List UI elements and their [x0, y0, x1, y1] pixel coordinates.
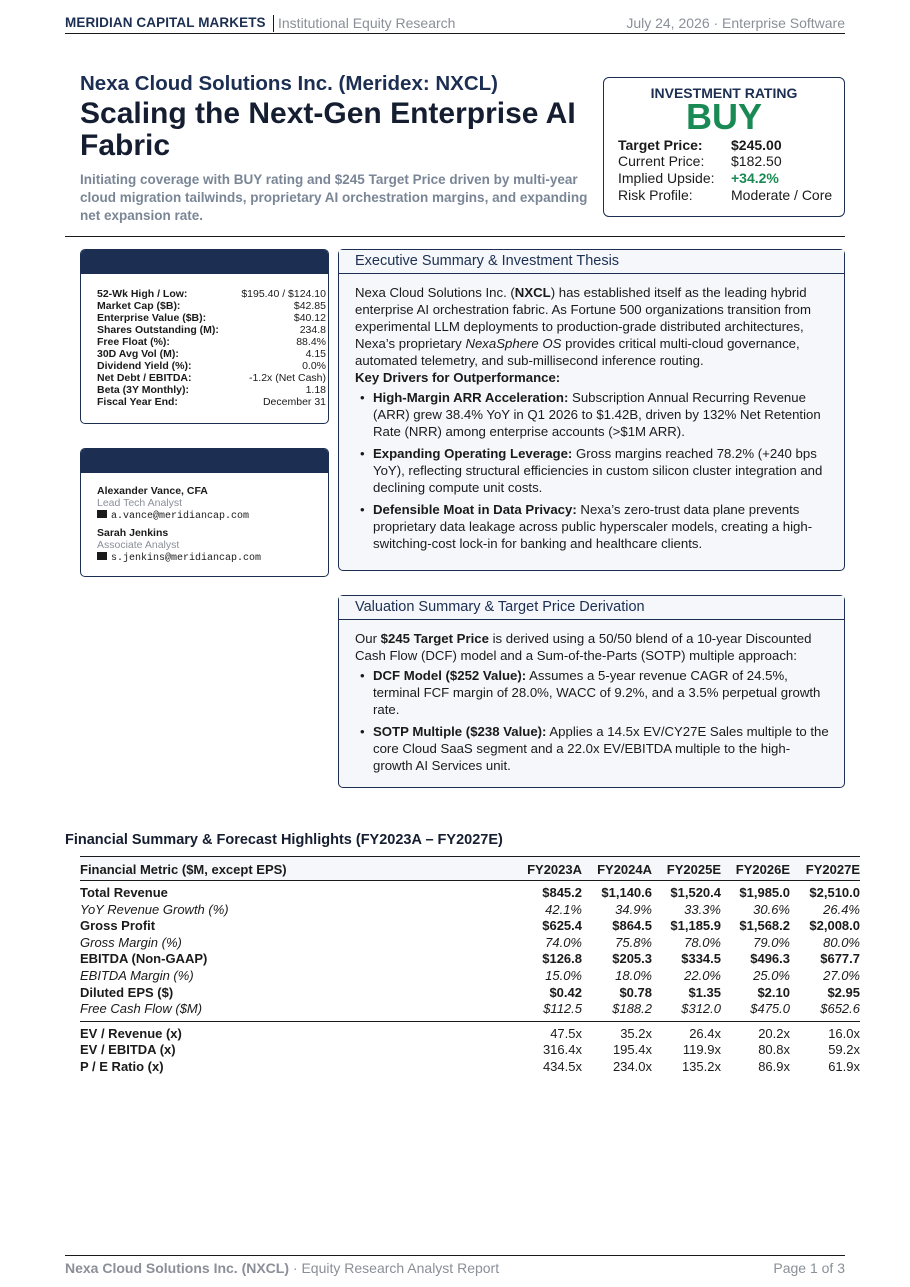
- table-row: [80, 1001, 860, 1018]
- table-cell: 59.2x: [828, 1042, 860, 1058]
- financial-table: [80, 856, 860, 1076]
- table-row: [80, 985, 860, 1002]
- key-drivers-heading: Key Drivers for Outperformance:: [355, 370, 561, 385]
- table-cell: $1,140.6: [601, 885, 652, 900]
- text-run: Nexa Cloud Solutions Inc. (: [355, 285, 515, 300]
- report-subheadline: Initiating coverage with BUY rating and $245 Target Price driven by multi-year cloud migration tailwinds, proprietary AI orchestration margins, and expanding net expansion rate.: [80, 172, 588, 223]
- row-label: Diluted EPS ($): [80, 984, 174, 1000]
- analyst-card: [80, 448, 329, 577]
- table-row: [80, 885, 860, 902]
- stat-row: [97, 324, 326, 336]
- target-price-emphasis: $245 Target Price: [380, 631, 489, 646]
- table-cell: $1,520.4: [670, 885, 721, 900]
- table-cell: 195.4x: [612, 1042, 652, 1058]
- executive-summary-section: [338, 249, 845, 571]
- title-divider: [65, 236, 845, 237]
- table-separator: [80, 1021, 860, 1022]
- table-cell: 30.6%: [753, 901, 790, 917]
- table-cell: 78.0%: [684, 934, 721, 950]
- table-cell: 119.9x: [682, 1042, 721, 1058]
- stat-value: 234.8: [299, 324, 326, 336]
- table-cell: $0.42: [549, 984, 582, 1000]
- stat-value: $195.40 / $124.10: [241, 288, 326, 300]
- stat-value: December 31: [262, 396, 326, 408]
- table-cell: $1.35: [688, 984, 721, 1000]
- target-price-row: [618, 137, 782, 153]
- page-number: Page 1 of 3: [773, 1260, 845, 1276]
- table-cell: $126.8: [542, 951, 582, 967]
- report-headline: Scaling the Next-Gen Enterprise AI Fabric: [80, 97, 576, 162]
- risk-profile-row: [618, 187, 833, 203]
- table-cell: 434.5x: [542, 1058, 582, 1074]
- table-cell: $2,008.0: [809, 918, 860, 934]
- implied-upside-value: +34.2%: [731, 170, 779, 186]
- analyst-entry: [97, 485, 249, 522]
- market-data-card-header: [81, 250, 328, 274]
- row-label: Gross Margin (%): [80, 934, 182, 950]
- column-header: Financial Metric ($M, except EPS): [80, 862, 287, 877]
- brand-divider: [273, 15, 274, 32]
- table-cell: $1,568.2: [739, 918, 790, 934]
- risk-profile-label: Risk Profile:: [618, 187, 693, 203]
- valuation-paragraph: [355, 630, 829, 664]
- driver-heading: Expanding Operating Leverage:: [373, 446, 573, 461]
- table-header-row: [80, 856, 860, 881]
- stat-row: [97, 336, 326, 348]
- row-label: P / E Ratio (x): [80, 1058, 164, 1074]
- row-label: Free Cash Flow ($M): [80, 1001, 203, 1017]
- market-data-card: [80, 249, 329, 424]
- table-cell: 26.4%: [823, 901, 860, 917]
- analyst-email-line[interactable]: [97, 509, 249, 522]
- brand-name: MERIDIAN CAPITAL MARKETS: [65, 15, 266, 30]
- valuation-section: [338, 595, 845, 788]
- table-row: [80, 1059, 860, 1076]
- valuation-list: [355, 667, 829, 774]
- table-cell: $0.78: [619, 984, 652, 1000]
- stat-row: [97, 384, 326, 396]
- text-run: provides critical multi-cloud governance, automated telemetry, and sub-millisecond inference routing.: [355, 336, 800, 368]
- table-row: [80, 935, 860, 952]
- target-price-value: $245.00: [731, 137, 782, 153]
- text-run: ) has established itself as the leading hybrid enterprise AI orchestration fabric. As Fortune 500 organizations transition from experimental LLM deployments to production-grade distributed architectures, Nexa’s proprietary: [355, 285, 811, 351]
- stat-value: 0.0%: [302, 360, 326, 372]
- table-cell: 16.0x: [828, 1025, 860, 1041]
- current-price-row: [618, 153, 782, 169]
- column-header: FY2027E: [805, 862, 860, 877]
- stat-label: Enterprise Value ($B):: [97, 312, 207, 324]
- table-cell: $475.0: [750, 1001, 790, 1017]
- table-cell: 234.0x: [612, 1058, 652, 1074]
- table-cell: 316.4x: [542, 1042, 582, 1058]
- implied-upside-row: [618, 170, 779, 186]
- stat-label: 52-Wk High / Low:: [97, 288, 188, 300]
- table-cell: 80.8x: [758, 1042, 790, 1058]
- driver-text: Subscription Annual Recurring Revenue (ARR) grew 38.4% YoY in Q1 2026 to $1.42B, driven by 132% Net Retention Rate (NRR) among enterprise accounts (>$1M ARR).: [373, 390, 821, 439]
- column-header: FY2024A: [597, 862, 652, 877]
- analyst-role: Associate Analyst: [97, 539, 180, 551]
- product-name: NexaSphere OS: [465, 336, 562, 351]
- valuation-item-heading: SOTP Multiple ($238 Value):: [373, 724, 547, 739]
- row-label: YoY Revenue Growth (%): [80, 901, 229, 917]
- driver-item: [355, 501, 829, 552]
- valuation-item: [355, 667, 829, 718]
- stat-row: [97, 360, 326, 372]
- valuation-item-text: Assumes a 5-year revenue CAGR of 24.5%, terminal FCF margin of 28.0%, WACC of 9.2%, and a 3.5% perpetual growth rate.: [373, 668, 821, 717]
- stat-value: $40.12: [293, 312, 326, 324]
- valuation-item-heading: DCF Model ($252 Value):: [373, 668, 527, 683]
- table-cell: 27.0%: [823, 967, 860, 983]
- ticker: NXCL: [514, 285, 551, 300]
- multiple-rows: [80, 1026, 860, 1076]
- valuation-body: [355, 630, 829, 779]
- table-row: [80, 1042, 860, 1059]
- driver-item: [355, 389, 829, 440]
- table-row: [80, 918, 860, 935]
- company-title: Nexa Cloud Solutions Inc. (Meridex: NXCL): [80, 72, 499, 95]
- table-cell: 25.0%: [753, 967, 790, 983]
- executive-summary-paragraph: [355, 284, 829, 369]
- stat-row: [97, 288, 326, 300]
- analyst-name: Alexander Vance, CFA: [97, 485, 208, 497]
- rating-title: INVESTMENT RATING: [650, 85, 798, 101]
- analyst-email-line[interactable]: [97, 551, 261, 564]
- column-header: FY2023A: [527, 862, 582, 877]
- table-cell: 22.0%: [684, 967, 721, 983]
- table-cell: $1,985.0: [739, 885, 790, 900]
- table-cell: $625.4: [542, 918, 582, 934]
- report-header: [65, 14, 845, 34]
- analyst-email[interactable]: s.jenkins@meridiancap.com: [111, 553, 262, 564]
- key-drivers-list: [355, 389, 829, 552]
- stat-value: $42.85: [293, 300, 326, 312]
- table-cell: $845.2: [542, 885, 582, 900]
- envelope-icon: [97, 552, 107, 560]
- brand-subtitle: Institutional Equity Research: [278, 15, 456, 31]
- report-footer: [65, 1255, 845, 1277]
- analyst-role: Lead Tech Analyst: [97, 497, 183, 509]
- table-cell: 18.0%: [615, 967, 652, 983]
- envelope-icon: [97, 510, 107, 518]
- footer-report-type: · Equity Research Analyst Report: [289, 1260, 500, 1276]
- table-cell: $112.5: [543, 1001, 582, 1017]
- risk-profile-value: Moderate / Core: [731, 187, 833, 203]
- table-cell: 42.1%: [545, 901, 582, 917]
- table-cell: $496.3: [750, 951, 790, 967]
- rating-value: BUY: [685, 96, 762, 137]
- table-cell: 86.9x: [758, 1058, 790, 1074]
- row-label: EV / EBITDA (x): [80, 1042, 176, 1058]
- stat-label: 30D Avg Vol (M):: [97, 348, 179, 360]
- investment-rating-box: [603, 77, 845, 217]
- analyst-card-header: [81, 449, 328, 473]
- valuation-title: Valuation Summary & Target Price Derivation: [339, 596, 844, 620]
- table-cell: $677.7: [820, 951, 860, 967]
- executive-summary-title: Executive Summary & Investment Thesis: [339, 250, 844, 274]
- table-cell: $652.6: [820, 1001, 860, 1017]
- table-cell: $1,185.9: [670, 918, 721, 934]
- current-price-value: $182.50: [731, 153, 782, 169]
- stat-row: [97, 348, 326, 360]
- table-row: [80, 1026, 860, 1043]
- table-cell: 79.0%: [753, 934, 790, 950]
- stat-label: Net Debt / EBITDA:: [97, 372, 192, 384]
- row-label: Gross Profit: [80, 918, 156, 934]
- stat-row: [97, 396, 326, 408]
- text-run: is derived using a 50/50 blend of a 10-year Discounted Cash Flow (DCF) model and a Sum-of-the-Parts (SOTP) multiple approach:: [355, 631, 812, 663]
- footer-company: Nexa Cloud Solutions Inc. (NXCL): [65, 1260, 290, 1276]
- table-cell: $312.0: [681, 1001, 721, 1017]
- table-cell: 135.2x: [681, 1058, 721, 1074]
- stat-row: [97, 300, 326, 312]
- stat-row: [97, 312, 326, 324]
- table-cell: $2.10: [757, 984, 790, 1000]
- table-cell: 80.0%: [823, 934, 860, 950]
- row-label: Total Revenue: [80, 885, 168, 900]
- table-row: [80, 951, 860, 968]
- stat-value: 88.4%: [296, 336, 326, 348]
- stat-label: Shares Outstanding (M):: [97, 324, 219, 336]
- stat-label: Beta (3Y Monthly):: [97, 384, 189, 396]
- table-cell: $2.95: [827, 984, 860, 1000]
- column-header: FY2025E: [666, 862, 721, 877]
- table-cell: $2,510.0: [809, 885, 860, 900]
- analyst-email[interactable]: a.vance@meridiancap.com: [111, 511, 250, 522]
- table-row: [80, 902, 860, 919]
- stat-value: 1.18: [305, 384, 326, 396]
- footer-left: [65, 1260, 499, 1276]
- executive-summary-body: [355, 284, 829, 557]
- stat-value: 4.15: [305, 348, 326, 360]
- stat-label: Market Cap ($B):: [97, 300, 181, 312]
- stat-row: [97, 372, 326, 384]
- report-date-sector: July 24, 2026 · Enterprise Software: [626, 15, 845, 31]
- table-cell: 34.9%: [615, 901, 652, 917]
- row-label: EV / Revenue (x): [80, 1025, 182, 1041]
- table-cell: $205.3: [612, 951, 652, 967]
- valuation-item-text: Applies a 14.5x EV/CY27E Sales multiple to the core Cloud SaaS segment and a 22.0x EV/EBITDA multiple to the high-growth AI Services unit.: [373, 724, 829, 773]
- table-row: [80, 968, 860, 985]
- table-cell: 33.3%: [684, 901, 721, 917]
- text-run: Our: [355, 631, 381, 646]
- stat-label: Fiscal Year End:: [97, 396, 178, 408]
- table-cell: 61.9x: [828, 1058, 860, 1074]
- implied-upside-label: Implied Upside:: [618, 170, 715, 186]
- table-cell: 47.5x: [550, 1025, 582, 1041]
- financial-table-title: Financial Summary & Forecast Highlights (FY2023A – FY2027E): [65, 832, 503, 848]
- driver-heading: High-Margin ARR Acceleration:: [373, 390, 569, 405]
- table-cell: 20.2x: [758, 1025, 790, 1041]
- table-cell: 74.0%: [545, 934, 582, 950]
- table-cell: $188.2: [612, 1001, 652, 1017]
- stat-label: Dividend Yield (%):: [97, 360, 192, 372]
- analyst-entry: [97, 527, 261, 564]
- column-header: FY2026E: [735, 862, 790, 877]
- driver-text: Nexa’s zero-trust data plane prevents proprietary data leakage across public hyperscaler models, creating a high-switching-cost lock-in for banking and healthcare clients.: [373, 502, 813, 551]
- target-price-label: Target Price:: [618, 137, 703, 153]
- stat-label: Free Float (%):: [97, 336, 170, 348]
- table-cell: 35.2x: [620, 1025, 652, 1041]
- analyst-name: Sarah Jenkins: [97, 527, 169, 539]
- row-label: EBITDA (Non-GAAP): [80, 951, 208, 967]
- row-label: EBITDA Margin (%): [80, 967, 194, 983]
- current-price-label: Current Price:: [618, 153, 705, 169]
- stat-value: -1.2x (Net Cash): [248, 372, 326, 384]
- driver-item: [355, 445, 829, 496]
- table-cell: 75.8%: [615, 934, 652, 950]
- table-cell: $334.5: [681, 951, 721, 967]
- valuation-item: [355, 723, 829, 774]
- table-cell: 15.0%: [545, 967, 582, 983]
- driver-heading: Defensible Moat in Data Privacy:: [373, 502, 577, 517]
- financial-rows: [80, 885, 860, 1018]
- table-cell: $864.5: [612, 918, 652, 934]
- table-cell: 26.4x: [689, 1025, 721, 1041]
- driver-text: Gross margins reached 78.2% (+240 bps YoY), reflecting structural efficiencies in custom silicon cluster integration and declining compute unit costs.: [373, 446, 823, 495]
